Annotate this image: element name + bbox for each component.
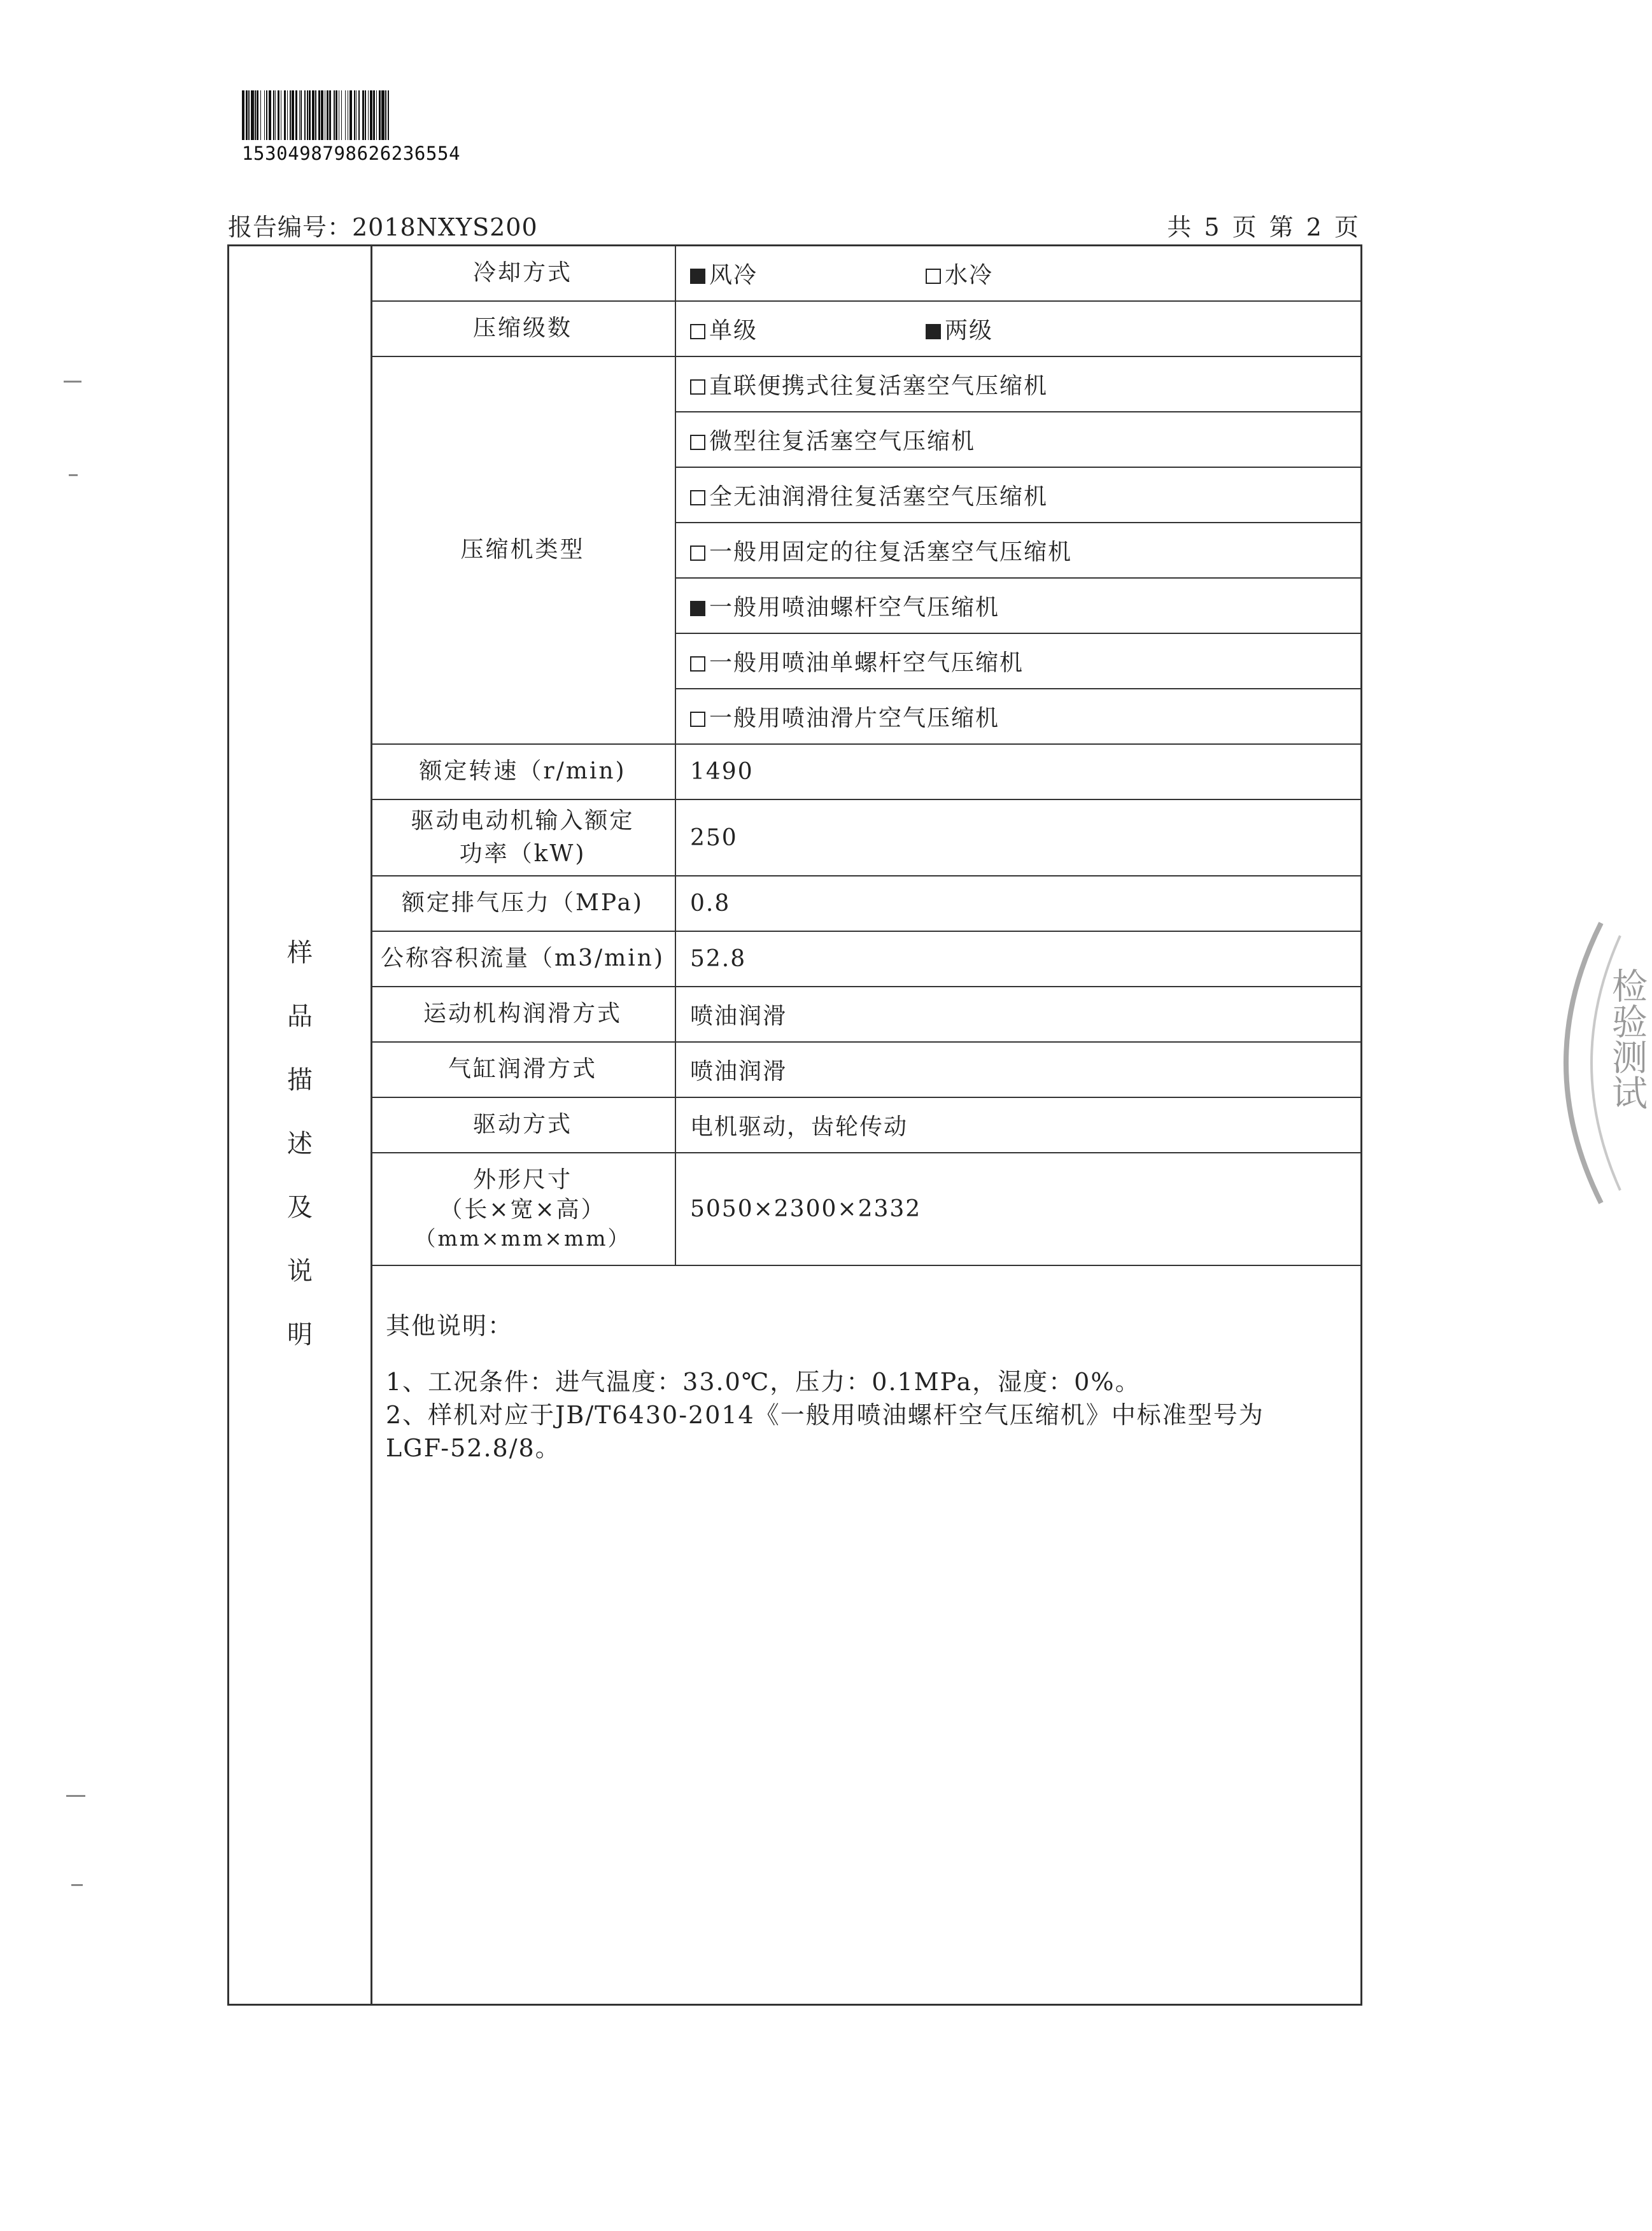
left-column [229, 246, 372, 2004]
barcode-number: 1530498798626236554 [242, 143, 461, 164]
dims-label-l2: （长×宽×高） [439, 1197, 606, 1223]
notes-section [371, 1293, 1360, 1465]
section-label-char: 及 [287, 1193, 313, 1222]
seal-stamp [1525, 897, 1652, 1228]
empty-box-icon [690, 379, 705, 395]
type-option: 一般用喷油单螺杆空气压缩机 [709, 650, 1024, 676]
scan-mark [64, 381, 81, 383]
speed-label: 额定转速（r/min) [371, 744, 675, 799]
barcode-bars [242, 90, 484, 140]
stages-opt-single: 单级 [709, 318, 758, 344]
spec-frame [227, 244, 1362, 2006]
pressure-label: 额定排气压力（MPa) [371, 876, 675, 931]
drive-label: 驱动方式 [371, 1097, 675, 1153]
empty-box-icon [690, 324, 705, 339]
empty-box-icon [690, 656, 705, 672]
row-stages [371, 301, 1360, 356]
row-cyl-lub [371, 1042, 1360, 1097]
cooling-label: 冷却方式 [371, 246, 675, 301]
dims-label-l3: （mm×mm×mm） [414, 1225, 631, 1251]
cooling-opt-water: 水冷 [945, 262, 994, 288]
row-drive [371, 1097, 1360, 1153]
stages-label: 压缩级数 [371, 301, 675, 356]
empty-box-icon [690, 435, 705, 450]
drive-value: 电机驱动，齿轮传动 [675, 1097, 1360, 1153]
notes-heading: 其他说明： [386, 1312, 514, 1340]
type-label: 压缩机类型 [371, 356, 675, 744]
section-label-char: 品 [287, 1002, 313, 1031]
flow-value: 52.8 [675, 931, 1360, 987]
report-number: 报告编号：2018NXYS200 [228, 213, 538, 241]
section-label-char: 明 [287, 1320, 313, 1349]
row-mech-lub [371, 987, 1360, 1042]
power-label-l1: 驱动电动机输入额定 [411, 807, 635, 834]
section-label-char: 说 [287, 1256, 313, 1286]
mech-lub-value: 喷油润滑 [675, 987, 1360, 1042]
barcode-bar [389, 90, 392, 140]
section-label-char: 述 [287, 1129, 313, 1158]
spec-table [371, 246, 1360, 1266]
row-dims [371, 1153, 1360, 1265]
dims-value: 5050×2300×2332 [675, 1153, 1360, 1265]
notes-line: LGF-52.8/8。 [386, 1434, 561, 1462]
cyl-lub-value: 喷油润滑 [675, 1042, 1360, 1097]
row-flow [371, 931, 1360, 987]
row-type-1 [371, 356, 1360, 412]
type-option: 微型往复活塞空气压缩机 [709, 428, 976, 454]
page-info: 共 5 页 第 2 页 [1167, 213, 1361, 241]
row-cooling [371, 246, 1360, 301]
seal-text: 检验测试 [1606, 968, 1648, 1110]
cooling-opt-air: 风冷 [709, 262, 758, 288]
power-value: 250 [675, 799, 1360, 876]
notes-line: 1、工况条件：进气温度：33.0℃，压力：0.1MPa，湿度：0%。 [386, 1368, 1141, 1396]
notes-line: 2、样机对应于JB/T6430-2014《一般用喷油螺杆空气压缩机》中标准型号为 [386, 1401, 1264, 1429]
dims-label-l1: 外形尺寸 [472, 1167, 572, 1193]
row-power [371, 799, 1360, 876]
empty-box-icon [690, 712, 705, 727]
checked-box-icon [690, 601, 705, 616]
section-label-char: 样 [287, 938, 313, 968]
empty-box-icon [690, 490, 705, 505]
section-label-char: 描 [287, 1066, 313, 1095]
empty-box-icon [926, 269, 941, 284]
stages-opt-two: 两级 [945, 318, 994, 344]
cyl-lub-label: 气缸润滑方式 [371, 1042, 675, 1097]
speed-value: 1490 [675, 744, 1360, 799]
type-option: 一般用喷油螺杆空气压缩机 [709, 595, 1000, 621]
section-label [229, 921, 371, 1367]
empty-box-icon [690, 545, 705, 561]
scan-mark [71, 1884, 83, 1886]
barcode [242, 90, 484, 164]
flow-label: 公称容积流量（m3/min) [371, 931, 675, 987]
mech-lub-label: 运动机构润滑方式 [371, 987, 675, 1042]
type-option: 一般用喷油滑片空气压缩机 [709, 705, 1000, 731]
type-option: 直联便携式往复活塞空气压缩机 [709, 373, 1048, 399]
pressure-value: 0.8 [675, 876, 1360, 931]
type-option: 一般用固定的往复活塞空气压缩机 [709, 539, 1073, 565]
checked-box-icon [926, 324, 941, 339]
power-label-l2: 功率（kW) [459, 841, 586, 867]
row-pressure [371, 876, 1360, 931]
checked-box-icon [690, 269, 705, 284]
scan-mark [66, 1795, 85, 1797]
scan-mark [69, 474, 78, 476]
type-option: 全无油润滑往复活塞空气压缩机 [709, 484, 1048, 510]
row-speed [371, 744, 1360, 799]
